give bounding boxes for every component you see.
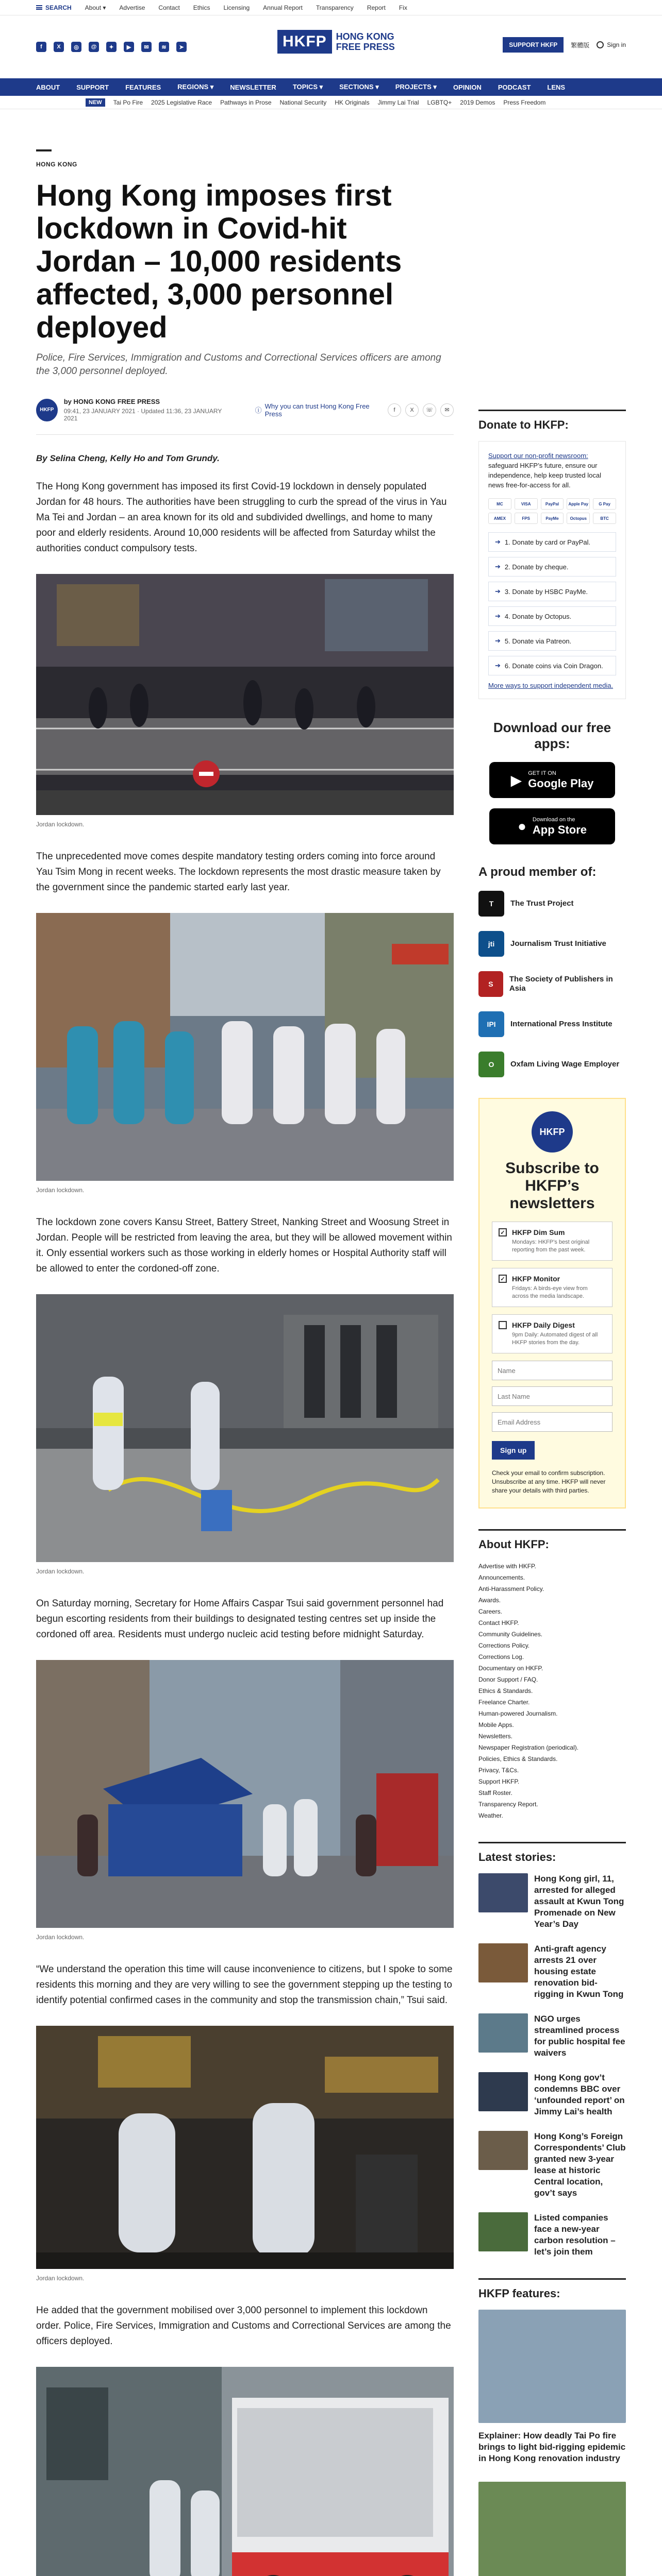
latest-list [478, 1873, 626, 2258]
arrow-right-icon: ➔ [495, 637, 501, 645]
octopus-icon: Octopus [567, 513, 590, 524]
membership-title: A proud member of: [478, 865, 597, 879]
newsletter-option[interactable] [492, 1222, 613, 1261]
google-pay-icon: G Pay [593, 498, 616, 510]
ipi-logo: IPI [478, 1011, 504, 1037]
photo-disinfection [36, 1294, 454, 1562]
menu-icon [36, 5, 42, 10]
nav-item-opinion[interactable]: OPINION [453, 83, 482, 91]
nav-item-lens[interactable]: LENS [547, 83, 566, 91]
topbar-link[interactable]: Licensing [223, 4, 250, 11]
apple-icon: ● [517, 818, 526, 834]
member-org[interactable] [478, 1011, 626, 1037]
story-title[interactable]: Anti-graft agency arrests 21 over housing estate renovation bid-rigging in Kwun Tong [534, 1944, 624, 1999]
email-input[interactable] [492, 1412, 613, 1432]
bluesky-icon[interactable]: ✦ [106, 42, 117, 52]
nav-item-newsletter[interactable]: NEWSLETTER [230, 83, 276, 91]
nav-item-about[interactable]: ABOUT [36, 83, 60, 91]
newsletter-fine-print: Check your email to confirm subscription. Unsubscribe at any time. HKFP will never share your details with third parties. [492, 1469, 606, 1494]
newsletter-desc: 9pm Daily: Automated digest of all HKFP stories from the day. [512, 1332, 598, 1346]
nav-item-sections[interactable]: SECTIONS ▾ [339, 83, 379, 91]
story-title[interactable]: Hong Kong’s Foreign Correspondents’ Club granted new 3-year lease at historic Central location, gov’t says [534, 2131, 626, 2198]
latest-story[interactable] [478, 2013, 626, 2059]
nav-item-projects[interactable]: PROJECTS ▾ [395, 83, 437, 91]
about-link[interactable]: Anti-Harassment Policy. [478, 1585, 544, 1592]
share-whatsapp-icon[interactable]: ☏ [423, 403, 436, 417]
oxfam-logo: O [478, 1052, 504, 1077]
article-title: Hong Kong imposes first lockdown in Covid-hit Jordan – 10,000 residents affected, 3,000 personnel deployed [36, 179, 402, 344]
badge-small-text: Download on the [532, 817, 575, 823]
checkbox[interactable] [499, 1321, 507, 1329]
user-icon [597, 41, 604, 48]
donate-title: Donate to HKFP: [478, 410, 626, 432]
photo-caption: Jordan lockdown. [36, 1187, 85, 1194]
about-widget [478, 1529, 626, 1821]
support-button[interactable]: SUPPORT HKFP [503, 37, 564, 53]
rss-icon[interactable]: ≋ [159, 42, 169, 52]
logo-line-1: HONG KONG [336, 31, 394, 42]
member-org[interactable] [478, 1052, 626, 1077]
about-link[interactable]: Awards. [478, 1597, 501, 1604]
logo-mark: HKFP [277, 30, 332, 54]
feature-card[interactable] [478, 2482, 626, 2576]
main-nav [0, 78, 662, 96]
newsletter-desc: Mondays: HKFP’s best original reporting from the past week. [512, 1239, 590, 1253]
google-play-badge[interactable] [489, 762, 615, 798]
trending-nav [0, 96, 662, 109]
about-link[interactable]: Corrections Policy. [478, 1642, 530, 1649]
article-photo [36, 2367, 454, 2576]
site-header [0, 15, 662, 78]
article [36, 149, 454, 2576]
arrow-right-icon: ➔ [495, 563, 501, 570]
checkbox[interactable]: ✓ [499, 1275, 507, 1283]
amex-icon: AMEX [488, 513, 511, 524]
member-name: The Trust Project [510, 899, 574, 908]
trending-link[interactable]: 2025 Legislative Race [151, 98, 212, 106]
about-link[interactable]: Support HKFP. [478, 1778, 520, 1785]
badge-big-text: Google Play [528, 777, 594, 790]
member-name: Journalism Trust Initiative [510, 939, 606, 948]
donate-option[interactable] [488, 557, 616, 577]
topbar-link[interactable]: Report [367, 4, 386, 11]
article-paragraph: The unprecedented move comes despite mandatory testing orders coming into force around Yau Tsim Mong in recent weeks. The lockdown represents the most drastic measure taken by the government since the pandemic started early last year. [36, 851, 441, 893]
nav-item-podcast[interactable]: PODCAST [498, 83, 531, 91]
features-list [478, 2310, 626, 2576]
topbar-link[interactable]: Advertise [119, 4, 145, 11]
story-thumbnail[interactable] [478, 2212, 528, 2251]
social-links [36, 42, 187, 52]
trending-link[interactable]: National Security [279, 98, 327, 106]
byline [36, 398, 454, 435]
header-actions [503, 37, 626, 53]
payme-icon: PayMe [541, 513, 564, 524]
nav-item-support[interactable]: SUPPORT [76, 83, 109, 91]
story-thumbnail[interactable] [478, 1873, 528, 1912]
member-org[interactable] [478, 971, 626, 997]
feature-image[interactable] [478, 2310, 626, 2423]
topbar-link[interactable]: Annual Report [263, 4, 303, 11]
photo-testing-tents [36, 1660, 454, 1928]
nav-item-features[interactable]: FEATURES [125, 83, 161, 91]
about-link[interactable]: Mobile Apps. [478, 1721, 514, 1728]
sidebar [478, 410, 626, 2576]
search-button[interactable] [36, 4, 72, 11]
about-link[interactable]: Freelance Charter. [478, 1699, 530, 1706]
article-paragraph: On Saturday morning, Secretary for Home Affairs Caspar Tsui said government personnel had begun escorting residents from their buildings to designated testing centres set up inside the cordoned off area. Residents must undergo nucleic acid testing before midnight Saturday. [36, 1598, 444, 1640]
donate-text: safeguard HKFP’s future, ensure our independence, help keep trusted local news free-for-access for all. [488, 462, 601, 489]
photo-clinical-waste-truck [36, 2367, 454, 2576]
fps-icon: FPS [515, 513, 538, 524]
photo-hazmat-street [36, 913, 454, 1181]
instagram-icon[interactable]: ◎ [71, 42, 81, 52]
latest-title: Latest stories: [478, 1842, 626, 1864]
latest-story[interactable] [478, 2072, 626, 2117]
photo-caption: Jordan lockdown. [36, 1568, 85, 1575]
sign-in-link[interactable] [597, 41, 626, 48]
about-link[interactable]: Careers. [478, 1608, 503, 1615]
about-links [478, 1561, 626, 1821]
newsletter-widget [478, 1098, 626, 1509]
nav-item-topics[interactable]: TOPICS ▾ [292, 83, 323, 91]
top-utility-bar [0, 0, 662, 15]
donate-option-label: 6. Donate coins via Coin Dragon. [504, 662, 603, 670]
membership-widget [478, 865, 626, 1077]
app-store-badge[interactable] [489, 808, 615, 844]
youtube-icon[interactable]: ▶ [124, 42, 134, 52]
about-link[interactable]: Ethics & Standards. [478, 1687, 533, 1694]
google-play-text [528, 770, 593, 790]
article-subtitle: Police, Fire Services, Immigration and Customs and Correctional Services officers are among the 3,000 personnel deployed. [36, 352, 441, 377]
latest-story[interactable] [478, 1873, 626, 1930]
site-logo[interactable] [277, 30, 395, 54]
article-category[interactable]: HONG KONG [36, 161, 77, 168]
arrow-right-icon: ➔ [495, 662, 501, 669]
member-name: The Society of Publishers in Asia [509, 975, 613, 993]
newsletter-name: HKFP Monitor [512, 1275, 560, 1283]
donate-option-label: 5. Donate via Patreon. [504, 637, 572, 645]
sign-up-button[interactable]: Sign up [492, 1441, 535, 1460]
sign-in-label: Sign in [607, 41, 626, 48]
newsletter-option[interactable] [492, 1314, 613, 1353]
about-link[interactable]: Newspaper Registration (periodical). [478, 1744, 579, 1751]
member-name: International Press Institute [510, 1020, 613, 1028]
badge-big-text: App Store [532, 823, 587, 836]
topbar-link[interactable]: Ethics [193, 4, 210, 11]
trust-link-label: Why you can trust Hong Kong Free Press [264, 402, 370, 418]
about-link[interactable]: Community Guidelines. [478, 1631, 543, 1638]
photo-caption: Jordan lockdown. [36, 821, 85, 828]
trending-link[interactable]: LGBTQ+ [427, 98, 452, 106]
features-title: HKFP features: [478, 2278, 626, 2300]
article-paragraph: The lockdown zone covers Kansu Street, Battery Street, Nanking Street and Woosung Street in Jordan. People will be restricted from leaving the area, but they will be allowed movement within it. Only essential workers such as those working in elderly homes or Hospital Authority staff will be allowed to enter the cordoned-off zone. [36, 1217, 452, 1274]
about-title: About HKFP: [478, 1529, 626, 1551]
article-authors: By Selina Cheng, Kelly Ho and Tom Grundy. [36, 453, 220, 463]
new-badge: NEW [86, 98, 105, 107]
apple-pay-icon: Apple Pay [567, 498, 590, 510]
donate-option-label: 4. Donate by Octopus. [504, 612, 572, 620]
share-x-icon[interactable]: X [405, 403, 419, 417]
share-buttons [388, 403, 454, 417]
bitcoin-icon: BTC [593, 513, 616, 524]
photo-caption: Jordan lockdown. [36, 1934, 85, 1941]
story-title[interactable]: Hong Kong girl, 11, arrested for alleged assault at Kwun Tong Promenade on New Year’s Day [534, 1874, 624, 1929]
publish-date: 09:41, 23 JANUARY 2021 · Updated 11:36, 23 JANUARY 2021 [63, 408, 222, 422]
sopa-logo: S [478, 971, 503, 997]
trending-link[interactable]: Tai Po Fire [113, 98, 143, 106]
article-paragraph: “We understand the operation this time will cause inconvenience to citizens, but I spoke to some residents this morning and they are very willing to see the government stepping up the testing to identify potential confirmed cases in the community and stop the transmission chain,” Tsui said. [36, 1964, 453, 2006]
trending-link[interactable]: 2019 Demos [460, 98, 495, 106]
latest-story[interactable] [478, 1943, 626, 2000]
story-thumbnail[interactable] [478, 2072, 528, 2111]
trending-link[interactable]: Pathways in Prose [220, 98, 272, 106]
newsletter-option[interactable] [492, 1268, 613, 1307]
donate-widget [478, 410, 626, 699]
mastercard-icon: MC [488, 498, 511, 510]
donate-box [478, 441, 626, 699]
member-org[interactable] [478, 931, 626, 957]
article-paragraph: He added that the government mobilised over 3,000 personnel to implement this lockdown order. Police, Fire Services, Immigration and Customs and Correctional Services are among the officers deployed. [36, 2305, 451, 2347]
first-name-input[interactable] [492, 1361, 613, 1380]
last-name-input[interactable] [492, 1386, 613, 1406]
nav-item-regions[interactable]: REGIONS ▾ [177, 83, 214, 91]
about-link[interactable]: Transparency Report. [478, 1801, 538, 1808]
trust-project-logo: T [478, 891, 504, 917]
about-link[interactable]: Contact HKFP. [478, 1619, 519, 1626]
x-twitter-icon[interactable]: X [54, 42, 64, 52]
jti-logo: jti [478, 931, 504, 957]
donate-option[interactable] [488, 582, 616, 601]
language-link[interactable]: 繁體版 [571, 41, 590, 49]
features-widget [478, 2278, 626, 2576]
newsletter-name: HKFP Dim Sum [512, 1228, 565, 1236]
about-link[interactable]: Advertise with HKFP. [478, 1563, 536, 1570]
article-photo [36, 1294, 454, 1562]
article-paragraph: The Hong Kong government has imposed its first Covid-19 lockdown in densely populated Jordan for 48 hours. The authorities have been struggling to curb the spread of the virus in Yau Ma Tei and Jordan – an area known for its old and subdivided dwellings, and home to many poor and elderly residents. Around 10,000 residents will be affected from Saturday whilst the authorities conduct compulsory tests. [36, 481, 447, 554]
photo-caption: Jordan lockdown. [36, 2275, 85, 2282]
google-play-icon: ▶ [510, 772, 522, 788]
feature-image[interactable] [478, 2482, 626, 2576]
author-name[interactable]: by HONG KONG FREE PRESS [63, 398, 160, 405]
about-link[interactable]: Privacy, T&Cs. [478, 1767, 519, 1774]
telegram-icon[interactable]: ➤ [176, 42, 187, 52]
badge-small-text: GET IT ON [528, 770, 556, 776]
topbar-link[interactable]: Fix [399, 4, 407, 11]
topbar-link[interactable]: About ▾ [85, 4, 106, 11]
donate-option-label: 1. Donate by card or PayPal. [504, 538, 591, 546]
member-org[interactable] [478, 891, 626, 917]
latest-story[interactable] [478, 2131, 626, 2199]
topbar-link[interactable]: Contact [158, 4, 180, 11]
threads-icon[interactable]: @ [89, 42, 99, 52]
arrow-right-icon: ➔ [495, 587, 501, 595]
trending-link[interactable]: Press Freedom [503, 98, 546, 106]
about-link[interactable]: Corrections Log. [478, 1653, 524, 1660]
apps-title: Download our free apps: [493, 720, 611, 751]
trending-link[interactable]: Jimmy Lai Trial [377, 98, 419, 106]
about-link[interactable]: Newsletters. [478, 1733, 513, 1740]
topbar-link[interactable]: Transparency [316, 4, 354, 11]
about-link[interactable]: Donor Support / FAQ. [478, 1676, 538, 1683]
about-link[interactable]: Staff Roster. [478, 1789, 512, 1797]
story-thumbnail[interactable] [478, 1943, 528, 1982]
article-photo [36, 913, 454, 1181]
search-label: SEARCH [45, 4, 72, 11]
share-facebook-icon[interactable]: f [388, 403, 401, 417]
donate-option[interactable] [488, 606, 616, 626]
logo-wordmark [336, 31, 395, 52]
donate-option[interactable] [488, 532, 616, 552]
title-rule [36, 149, 52, 151]
donate-option[interactable] [488, 631, 616, 651]
photo-barricade-night [36, 574, 454, 815]
about-link[interactable]: Human-powered Journalism. [478, 1710, 558, 1717]
apps-widget [478, 720, 626, 844]
newsletter-desc: Fridays: A birds-eye view from across the media landscape. [512, 1285, 588, 1299]
arrow-right-icon: ➔ [495, 612, 501, 620]
payment-methods [488, 498, 616, 524]
donate-option-label: 2. Donate by cheque. [504, 563, 569, 571]
feature-card[interactable] [478, 2310, 626, 2464]
article-photo [36, 2026, 454, 2269]
donate-blurb [488, 451, 616, 490]
story-title[interactable]: Listed companies face a new-year carbon resolution – let’s join them [534, 2213, 616, 2257]
latest-stories-widget [478, 1842, 626, 2258]
mail-icon[interactable]: ✉ [141, 42, 152, 52]
trust-link[interactable] [255, 402, 382, 418]
photo-night-hazmat [36, 2026, 454, 2269]
about-link[interactable]: Documentary on HKFP. [478, 1665, 543, 1672]
story-title[interactable]: Hong Kong gov’t condemns BBC over ‘unfounded report’ on Jimmy Lai’s health [534, 2073, 625, 2116]
checkbox[interactable]: ✓ [499, 1228, 507, 1236]
arrow-right-icon: ➔ [495, 538, 501, 546]
facebook-icon[interactable]: f [36, 42, 46, 52]
newsletter-logo: HKFP [532, 1111, 573, 1153]
donate-option[interactable] [488, 656, 616, 675]
newsletter-name: HKFP Daily Digest [512, 1321, 575, 1329]
trending-link[interactable]: HK Originals [335, 98, 370, 106]
newsletter-title: Subscribe to HKFP’s newsletters [505, 1160, 599, 1212]
info-icon: ⓘ [255, 406, 262, 414]
app-store-text [533, 816, 587, 837]
share-mail-icon[interactable]: ✉ [440, 403, 454, 417]
story-thumbnail[interactable] [478, 2131, 528, 2170]
story-title[interactable]: NGO urges streamlined process for public hospital fee waivers [534, 2014, 625, 2058]
feature-title[interactable]: Explainer: How deadly Tai Po fire brings to light bid-rigging epidemic in Hong Kong renovation industry [478, 2431, 626, 2463]
author-avatar: HKFP [36, 399, 58, 421]
more-ways-link[interactable]: More ways to support independent media. [488, 682, 614, 689]
donate-link[interactable]: Support our non-profit newsroom: [488, 452, 588, 460]
about-link[interactable]: Policies, Ethics & Standards. [478, 1755, 558, 1762]
article-photo [36, 574, 454, 815]
visa-icon: VISA [515, 498, 538, 510]
member-name: Oxfam Living Wage Employer [510, 1060, 620, 1069]
about-link[interactable]: Announcements. [478, 1574, 525, 1581]
about-link[interactable]: Weather. [478, 1812, 503, 1819]
logo-line-2: FREE PRESS [336, 42, 395, 52]
story-thumbnail[interactable] [478, 2013, 528, 2053]
donate-option-label: 3. Donate by HSBC PayMe. [504, 587, 588, 596]
article-photo [36, 1660, 454, 1928]
paypal-icon: PayPal [541, 498, 564, 510]
latest-story[interactable] [478, 2212, 626, 2258]
